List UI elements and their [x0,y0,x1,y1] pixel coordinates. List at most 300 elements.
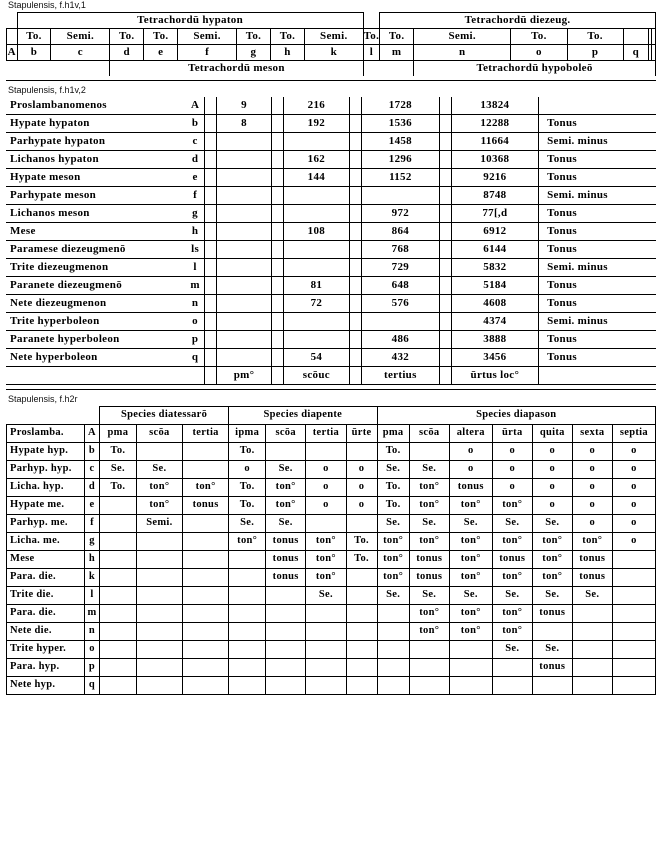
table-row [6,241,656,259]
note-letter: d [85,479,100,497]
rule-cell [205,313,217,331]
table-row [7,13,656,29]
species-cell [229,569,266,587]
interval-label [539,97,656,115]
species-cell: o [229,461,266,479]
figure-1-caption: Stapulensis, f.h1v,1 [8,0,86,10]
interval-cell [7,29,18,45]
number-cell: 72 [283,295,350,313]
figure-2-caption: Stapulensis, f.h1v,2 [8,85,86,95]
species-cell: tonus [532,659,572,677]
figure-2-table [6,97,656,385]
species-cell: Se. [409,515,449,533]
species-cell: ton° [449,605,492,623]
number-cell [283,205,350,223]
number-cell [217,313,272,331]
note-letter: k [85,569,100,587]
species-cell [572,641,612,659]
mode-name: Trite hyper. [7,641,85,659]
species-cell [572,605,612,623]
number-cell: 6912 [451,223,539,241]
interval-cell [652,29,656,45]
rule-cell [439,259,451,277]
note-letter: n [186,295,205,313]
species-cell: To. [377,443,409,461]
interval-label: Tonus [539,151,656,169]
species-cell [136,641,182,659]
number-cell [217,241,272,259]
species-cell [136,551,182,569]
letter-cell: l [363,45,379,61]
spacer-cell [7,13,18,29]
mode-name: Para. hyp. [7,659,85,677]
footer-label: ūrtus loc° [451,367,539,385]
note-letter: m [186,277,205,295]
rule-cell [205,187,217,205]
species-cell: To. [346,551,377,569]
note-letter: f [186,187,205,205]
number-cell: 648 [361,277,439,295]
note-letter: f [85,515,100,533]
species-cell: Se. [492,641,532,659]
species-cell [377,659,409,677]
species-cell: ton° [492,569,532,587]
number-cell [217,277,272,295]
rule-cell [350,277,362,295]
number-cell: 8748 [451,187,539,205]
species-cell [612,677,655,695]
note-letter: p [186,331,205,349]
interval-cell: To. [511,29,567,45]
note-letter: m [85,605,100,623]
table-row [7,61,656,77]
table-row [7,515,656,533]
species-cell: ton° [492,605,532,623]
species-cell [449,677,492,695]
species-cell [136,587,182,605]
interval-label: Tonus [539,295,656,313]
species-cell [100,533,137,551]
mode-name: Paranete diezeugmenō [6,277,186,295]
rule-cell [350,115,362,133]
spacer-cell [363,61,413,77]
note-letter: ls [186,241,205,259]
rule-cell [205,331,217,349]
species-cell: o [532,461,572,479]
spacer-cell [363,13,379,29]
number-cell: 144 [283,169,350,187]
rule-cell [205,349,217,367]
species-cell [100,569,137,587]
table-row [6,295,656,313]
species-cell [136,569,182,587]
mode-name: Para. die. [7,605,85,623]
rule-cell [439,133,451,151]
mode-name: Parhypate meson [6,187,186,205]
number-cell: 864 [361,223,439,241]
interval-label: Tonus [539,205,656,223]
interval-label: Tonus [539,241,656,259]
species-cell: ton° [266,479,306,497]
species-cell: tonus [449,479,492,497]
rule-cell [439,169,451,187]
species-cell [449,641,492,659]
species-cell: scōa [266,425,306,443]
interval-label: Tonus [539,277,656,295]
species-cell: sexta [572,425,612,443]
table-row [7,533,656,551]
mode-name: Mese [7,551,85,569]
tetrachord-hypoboleo-header: Tetrachordū hypoboleō [414,61,656,77]
species-cell: Se. [229,515,266,533]
rule-cell [271,223,283,241]
species-cell: Se. [377,587,409,605]
species-cell: Se. [492,515,532,533]
letter-cell: f [178,45,237,61]
species-cell: o [572,461,612,479]
table-row [6,187,656,205]
species-cell: o [492,479,532,497]
rule-cell [205,151,217,169]
species-cell [572,677,612,695]
divider [6,80,656,81]
number-cell: 432 [361,349,439,367]
tetrachord-diezeug-header: Tetrachordū diezeug. [380,13,656,29]
species-cell: ton° [409,533,449,551]
tetrachord-meson-header: Tetrachordū meson [110,61,363,77]
table-row [7,461,656,479]
mode-name: Nete hyperboleon [6,349,186,367]
rule-cell [350,241,362,259]
rule-cell [350,97,362,115]
rule-cell [271,115,283,133]
number-cell [217,169,272,187]
rule-cell [205,205,217,223]
species-cell: o [492,461,532,479]
species-cell: o [572,479,612,497]
species-cell: ton° [572,533,612,551]
rule-cell [271,295,283,313]
rule-cell [271,241,283,259]
species-cell: Se. [377,461,409,479]
species-cell: o [572,515,612,533]
species-cell [229,677,266,695]
rule-cell [439,151,451,169]
number-cell [217,349,272,367]
table-row [7,659,656,677]
letter-cell: m [380,45,414,61]
table-row [6,115,656,133]
species-cell: o [612,479,655,497]
rule-cell [350,259,362,277]
mode-name: Nete diezeugmenon [6,295,186,313]
species-cell [100,605,137,623]
number-cell: 972 [361,205,439,223]
interval-cell: To. [567,29,623,45]
number-cell: 1296 [361,151,439,169]
table-row [6,259,656,277]
species-cell [182,641,228,659]
species-cell [229,605,266,623]
species-cell [100,587,137,605]
number-cell: 11664 [451,133,539,151]
number-cell: 54 [283,349,350,367]
species-cell [100,497,137,515]
species-cell: Se. [100,461,137,479]
species-cell [100,659,137,677]
number-cell: 4374 [451,313,539,331]
rule-cell [205,259,217,277]
note-letter: c [85,461,100,479]
table-row [7,29,656,45]
species-cell: ton° [182,479,228,497]
rule-cell [350,133,362,151]
species-cell: Se. [492,587,532,605]
species-cell: ton° [532,569,572,587]
footer-label: pm° [217,367,272,385]
species-cell [306,677,346,695]
species-cell: o [346,497,377,515]
rule-cell [350,169,362,187]
letter-cell: n [414,45,511,61]
mode-name: Hypate me. [7,497,85,515]
footer-label: tertius [361,367,439,385]
species-cell: Se. [449,587,492,605]
species-cell [346,515,377,533]
species-cell: o [612,461,655,479]
species-cell: Se. [136,461,182,479]
rule-cell [350,205,362,223]
species-cell: ūrte [346,425,377,443]
species-cell: ton° [409,623,449,641]
rule-cell [439,205,451,223]
species-cell [346,641,377,659]
species-cell: o [612,533,655,551]
mode-name: Hypate hypaton [6,115,186,133]
species-cell: o [306,479,346,497]
species-cell [266,623,306,641]
species-cell [136,605,182,623]
mode-name: Paranete hyperboleon [6,331,186,349]
figure-2 [6,97,656,385]
table-row [6,133,656,151]
letter-cell: c [51,45,110,61]
number-cell [217,205,272,223]
species-cell: ton° [306,551,346,569]
number-cell [283,313,350,331]
interval-cell: Semi. [414,29,511,45]
note-letter: e [186,169,205,187]
species-cell: tonus [409,569,449,587]
interval-cell: Semi. [178,29,237,45]
table-row [7,551,656,569]
rule-cell [350,295,362,313]
species-cell [182,551,228,569]
rule-cell [271,277,283,295]
number-cell: 9 [217,97,272,115]
number-cell: 1152 [361,169,439,187]
species-cell [572,623,612,641]
rule-cell [271,349,283,367]
species-cell: scōa [136,425,182,443]
species-cell: o [532,443,572,461]
number-cell: 486 [361,331,439,349]
rule-cell [271,259,283,277]
letter-cell: k [304,45,363,61]
rule-cell [350,151,362,169]
number-cell: 216 [283,97,350,115]
note-letter: A [85,425,100,443]
mode-name: Parhypate hypaton [6,133,186,151]
species-cell: tonus [572,569,612,587]
number-cell: 1728 [361,97,439,115]
species-cell: ton° [306,569,346,587]
species-cell: Se. [532,641,572,659]
note-letter: g [186,205,205,223]
note-letter: A [186,97,205,115]
species-cell: To. [229,497,266,515]
interval-cell: To. [363,29,379,45]
species-cell [266,641,306,659]
letter-cell: A [7,45,18,61]
number-cell: 1458 [361,133,439,151]
species-cell: To. [229,479,266,497]
letter-cell: q [623,45,648,61]
figure-3-table [6,406,656,695]
mode-name: Licha. me. [7,533,85,551]
species-cell [409,641,449,659]
species-cell [612,551,655,569]
species-cell [612,623,655,641]
species-cell [182,677,228,695]
rule-cell [350,313,362,331]
letter-cell [652,45,656,61]
species-cell: Se. [572,587,612,605]
mode-name: Licha. hyp. [7,479,85,497]
spacer-cell [6,367,205,385]
species-cell: tertia [182,425,228,443]
species-cell: tonus [266,551,306,569]
interval-cell: To. [236,29,270,45]
species-diatessaron-header: Species diatessarō [100,407,229,425]
species-cell: ton° [409,479,449,497]
number-cell: 108 [283,223,350,241]
species-cell [100,677,137,695]
species-cell: scōa [409,425,449,443]
interval-cell [623,29,648,45]
rule-cell [205,169,217,187]
mode-name: Nete hyp. [7,677,85,695]
species-cell [229,659,266,677]
number-cell: 81 [283,277,350,295]
number-cell: 576 [361,295,439,313]
species-cell [182,659,228,677]
interval-label: Tonus [539,331,656,349]
species-cell: ton° [377,533,409,551]
number-cell [283,133,350,151]
number-cell [361,313,439,331]
species-cell: o [346,479,377,497]
spacer-cell [539,367,656,385]
species-cell: ton° [377,551,409,569]
rule-cell [205,115,217,133]
table-row [7,569,656,587]
letter-cell: o [511,45,567,61]
number-cell: 8 [217,115,272,133]
rule-cell [271,97,283,115]
interval-label: Tonus [539,349,656,367]
number-cell: 192 [283,115,350,133]
species-cell: tonus [266,533,306,551]
species-cell: To. [100,479,137,497]
figure-3-caption: Stapulensis, f.h2r [8,394,78,404]
rule-cell [350,223,362,241]
mode-name: Trite hyperboleon [6,313,186,331]
number-cell: 10368 [451,151,539,169]
species-cell: o [612,443,655,461]
number-cell: 1536 [361,115,439,133]
species-cell: To. [377,497,409,515]
species-cell [266,677,306,695]
species-cell [612,587,655,605]
spacer-cell [7,407,85,425]
number-cell [217,223,272,241]
species-diapente-header: Species diapente [229,407,377,425]
note-letter: h [85,551,100,569]
number-cell: 729 [361,259,439,277]
interval-cell: Semi. [51,29,110,45]
rule-cell [271,133,283,151]
species-cell: Se. [266,515,306,533]
table-row [7,641,656,659]
species-cell: ipma [229,425,266,443]
rule-cell [271,331,283,349]
note-letter: b [186,115,205,133]
table-row [7,587,656,605]
number-cell [217,151,272,169]
rule-cell [271,205,283,223]
species-cell: Se. [306,587,346,605]
species-cell [100,623,137,641]
species-cell [229,641,266,659]
species-cell [532,677,572,695]
species-cell: septia [612,425,655,443]
number-cell: 13824 [451,97,539,115]
species-cell: ton° [532,551,572,569]
table-row [7,623,656,641]
table-row [6,169,656,187]
species-cell: Se. [449,515,492,533]
letter-cell: b [17,45,51,61]
table-row [7,45,656,61]
mode-name: Paramese diezeugmenō [6,241,186,259]
mode-name: Lichanos hypaton [6,151,186,169]
table-row [6,313,656,331]
species-cell: o [532,497,572,515]
species-cell: ton° [306,533,346,551]
rule-cell [439,349,451,367]
rule-cell [439,97,451,115]
species-cell: tonus [492,551,532,569]
note-letter: h [186,223,205,241]
species-cell: o [572,497,612,515]
species-cell: tonus [532,605,572,623]
figure-1 [6,12,656,76]
species-cell: ton° [492,497,532,515]
rule-cell [205,133,217,151]
species-cell: o [306,497,346,515]
table-row [6,223,656,241]
